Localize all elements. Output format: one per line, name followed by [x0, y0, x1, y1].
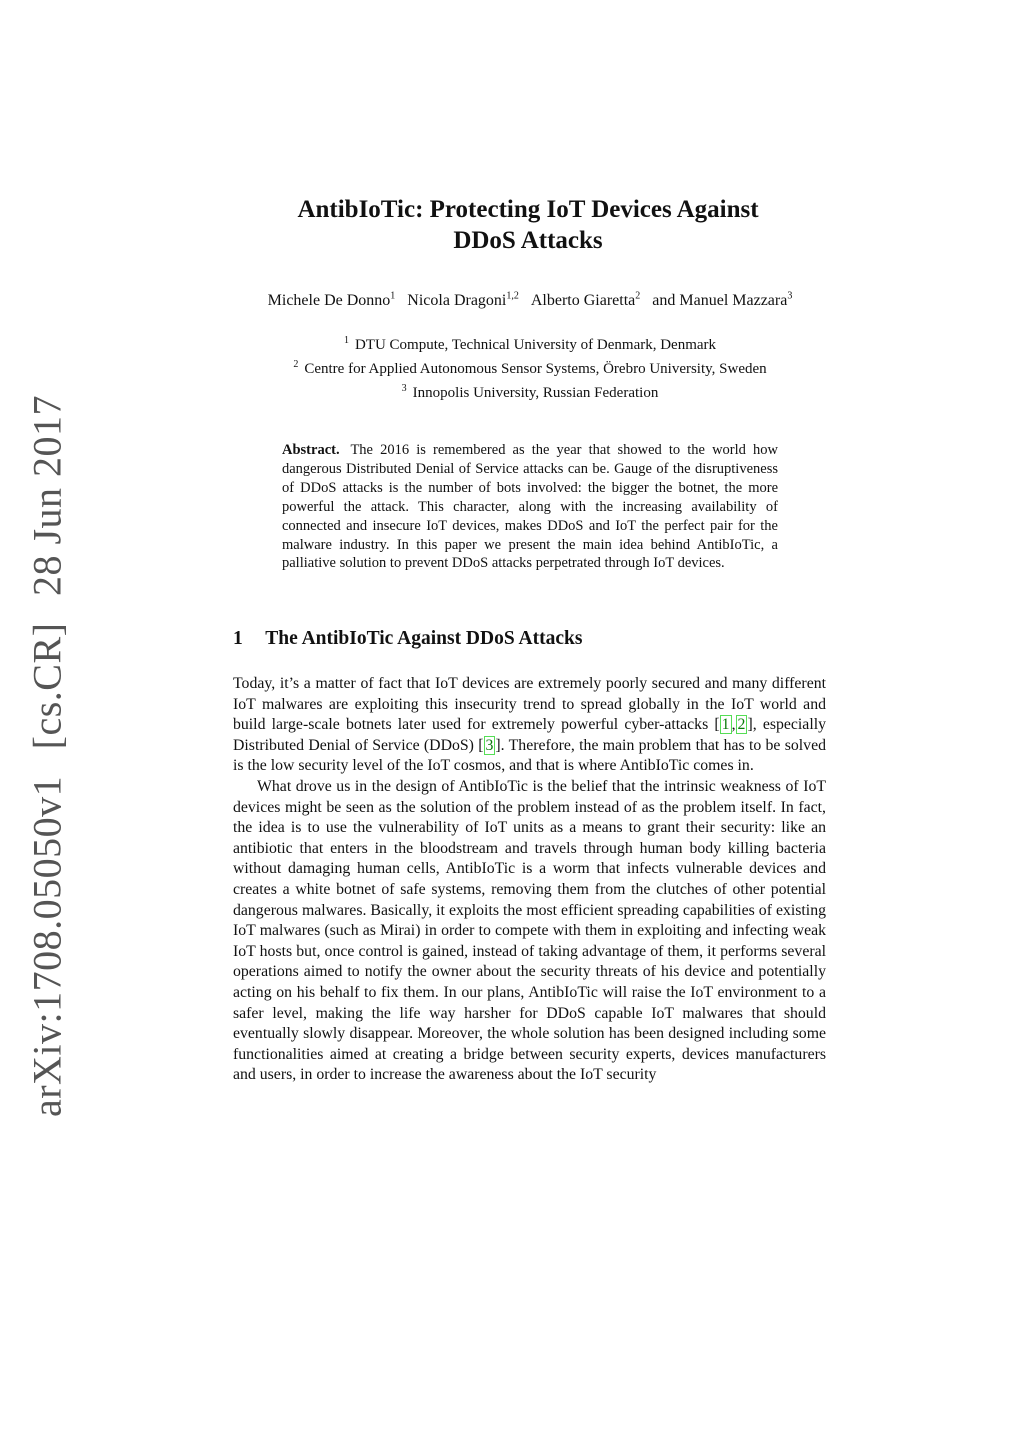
citation-link[interactable]: 3: [485, 736, 494, 754]
affiliation-list: [180, 331, 880, 403]
section-title: The AntibIoTic Against DDoS Attacks: [265, 628, 583, 649]
affiliation: $^3$ Innopolis University, Russian Federation: [401, 383, 659, 401]
arxiv-identifier-stamp: [24, 379, 71, 1117]
affiliation: $^2$ Centre for Applied Autonomous Sensor Systems, Örebro University, Sweden: [293, 359, 767, 377]
citation-link[interactable]: 2: [737, 716, 746, 734]
author: and Manuel Mazzara$^3$: [652, 291, 793, 310]
arxiv-category: [cs.CR]: [24, 622, 70, 750]
author: Nicola Dragoni$^{1,2}$: [407, 291, 519, 310]
citation-link[interactable]: 1: [721, 716, 730, 734]
paragraph: Today, it’s a matter of fact that IoT devices are extremely poorly secured and many different IoT malwares are exploiting this insecurity trend to spread globally in the IoT world and build large-scale botnets later used for extremely powerful cyber-attacks [ 1 , 2 ], especially Distributed Denial of Service (DDoS) [ 3 ]. Therefore, the main problem that has to be solved is the low security level of the IoT cosmos, and that is where AntibIoTic comes in.: [233, 675, 826, 775]
author: Alberto Giaretta$^2$: [530, 291, 641, 310]
title-line-2: DDoS Attacks: [453, 227, 603, 254]
affiliation: $^1$ DTU Compute, Technical University of Denmark, Denmark: [343, 335, 717, 353]
paper-title: [200, 194, 856, 256]
arxiv-id: arXiv:1708.05050v1: [24, 775, 70, 1118]
abstract: [282, 441, 778, 573]
section-heading: [233, 628, 582, 650]
arxiv-date: 28 Jun 2017: [24, 394, 70, 597]
section-number: 1: [233, 628, 243, 649]
author-list: [180, 291, 880, 310]
section-body: [233, 674, 826, 1086]
author: Michele De Donno$^1$: [267, 291, 396, 310]
title-line-1: AntibIoTic: Protecting IoT Devices Against: [297, 196, 759, 223]
abstract-text: The 2016 is remembered as the year that showed to the world how dangerous Distributed Denial of Service attacks can be. Gauge of the disruptiveness of DDoS attacks is the number of bots involved: the bigger the botnet, the more powerful the attack. This character, along with the increasing availability of connected and insecure IoT devices, makes DDoS and IoT the perfect pair for the malware industry. In this paper we present the main idea behind AntibIoTic, a palliative solution to prevent DDoS attacks perpetrated through IoT devices.: [282, 442, 778, 572]
abstract-label: Abstract.: [282, 442, 340, 458]
paragraph: What drove us in the design of AntibIoTic is the belief that the intrinsic weakness of IoT devices might be seen as the solution of the problem instead of as the problem itself. In fact, the idea is to use the vulnerability of IoT units as a means to grant their security: like an antibiotic that enters in the bloodstream and travels through human body killing bacteria without damaging human cells, AntibIoTic is a worm that infects vulnerable devices and creates a white botnet of safe systems, removing them from the clutches of other potential dangerous malwares. Basically, it exploits the most efficient spreading capabilities of existing IoT malwares (such as Mirai) in order to compete with them in exploiting and infecting weak IoT hosts but, once control is gained, instead of taking advantage of them, it performs several operations aimed to notify the owner about the security threats of his device and potentially acting on his behalf to fix them. In our plans, AntibIoTic will raise the IoT environment to a safer level, making the life way harsher for DDoS capable IoT malwares that should eventually slowly disappear. Moreover, the whole solution has been designed including some functionalities aimed at creating a bridge between security experts, devices manufacturers and users, in order to increase the awareness about the IoT security: [233, 777, 826, 1084]
